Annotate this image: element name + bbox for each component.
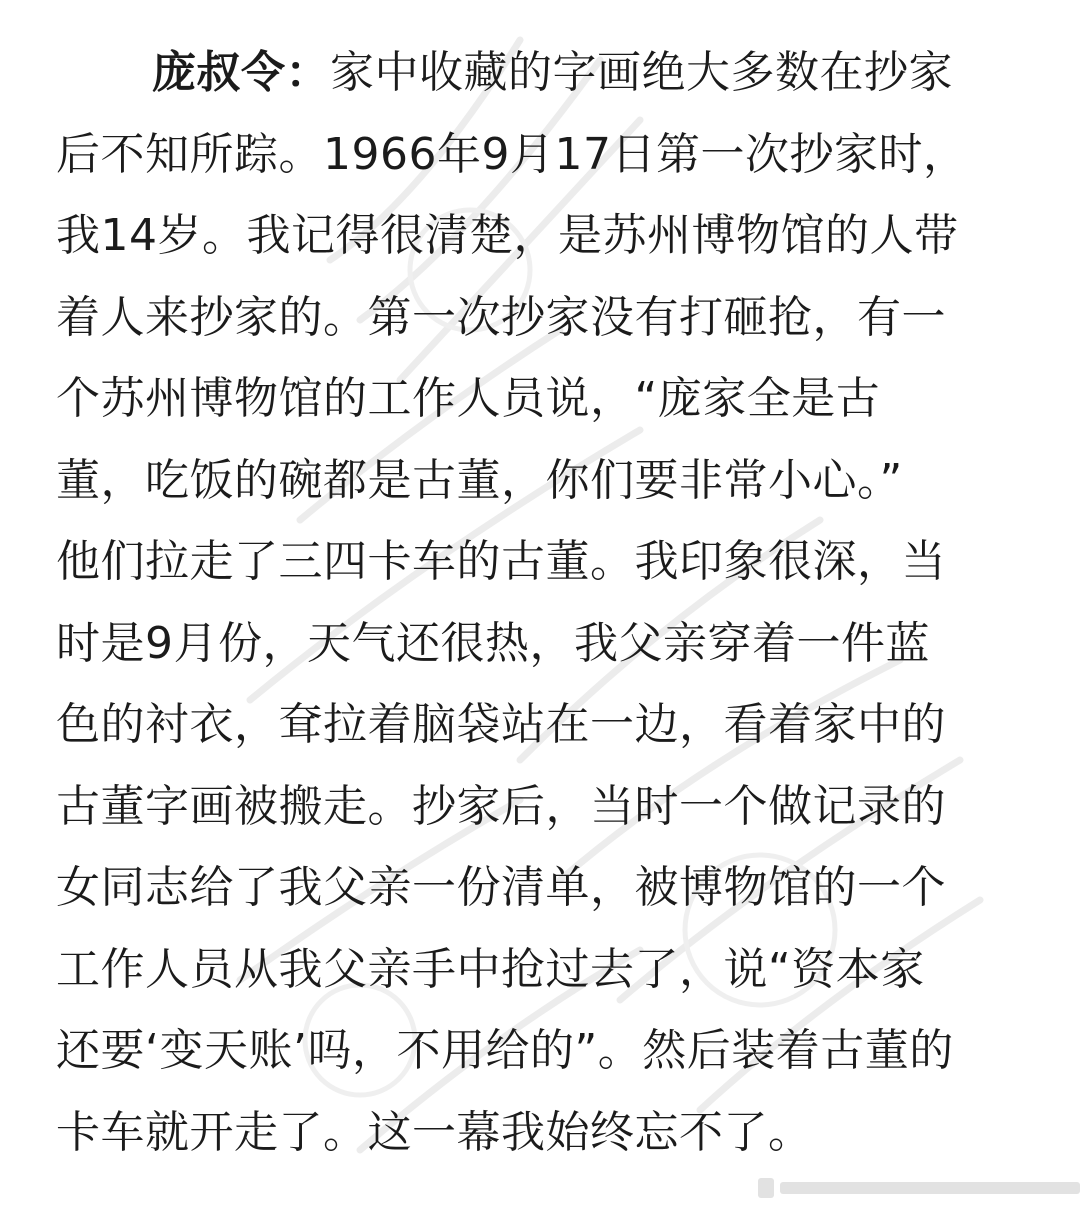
article-line-12: 工作人员从我父亲手中抢过去了，说“资本家 xyxy=(56,943,925,995)
article-line-2: 后不知所踪。1966年9月17日第一次抄家时， xyxy=(56,128,968,180)
article-line-1 xyxy=(56,32,1031,114)
article-line-6: 董，吃饭的碗都是古董，你们要非常小心。” xyxy=(56,454,903,506)
article-line-14: 卡车就开走了。这一幕我始终忘不了。 xyxy=(56,1106,813,1158)
article-body xyxy=(56,32,1031,1173)
source-watermark-logo xyxy=(750,1156,1080,1216)
article-line-7: 他们拉走了三四卡车的古董。我印象很深，当 xyxy=(56,536,946,587)
article-line-11: 女同志给了我父亲一份清单，被博物馆的一个 xyxy=(56,862,946,913)
article-line-3: 我14岁。我记得很清楚，是苏州博物馆的人带 xyxy=(56,210,959,261)
article-line-text: 家中收藏的字画绝大多数在抄家 xyxy=(330,47,953,98)
speaker-name: 庞叔令： xyxy=(152,47,330,98)
article-line-4: 着人来抄家的。第一次抄家没有打砸抢，有一 xyxy=(56,291,946,343)
article-line-10: 古董字画被搬走。抄家后，当时一个做记录的 xyxy=(56,780,946,832)
article-line-8: 时是9月份，天气还很热，我父亲穿着一件蓝 xyxy=(56,617,930,669)
article-line-13: 还要‘变天账’吗，不用给的”。然后装着古董的 xyxy=(56,1025,954,1076)
article-line-5: 个苏州博物馆的工作人员说，“庞家全是古 xyxy=(56,373,881,424)
article-line-9: 色的衬衣，耷拉着脑袋站在一边，看着家中的 xyxy=(56,699,946,750)
